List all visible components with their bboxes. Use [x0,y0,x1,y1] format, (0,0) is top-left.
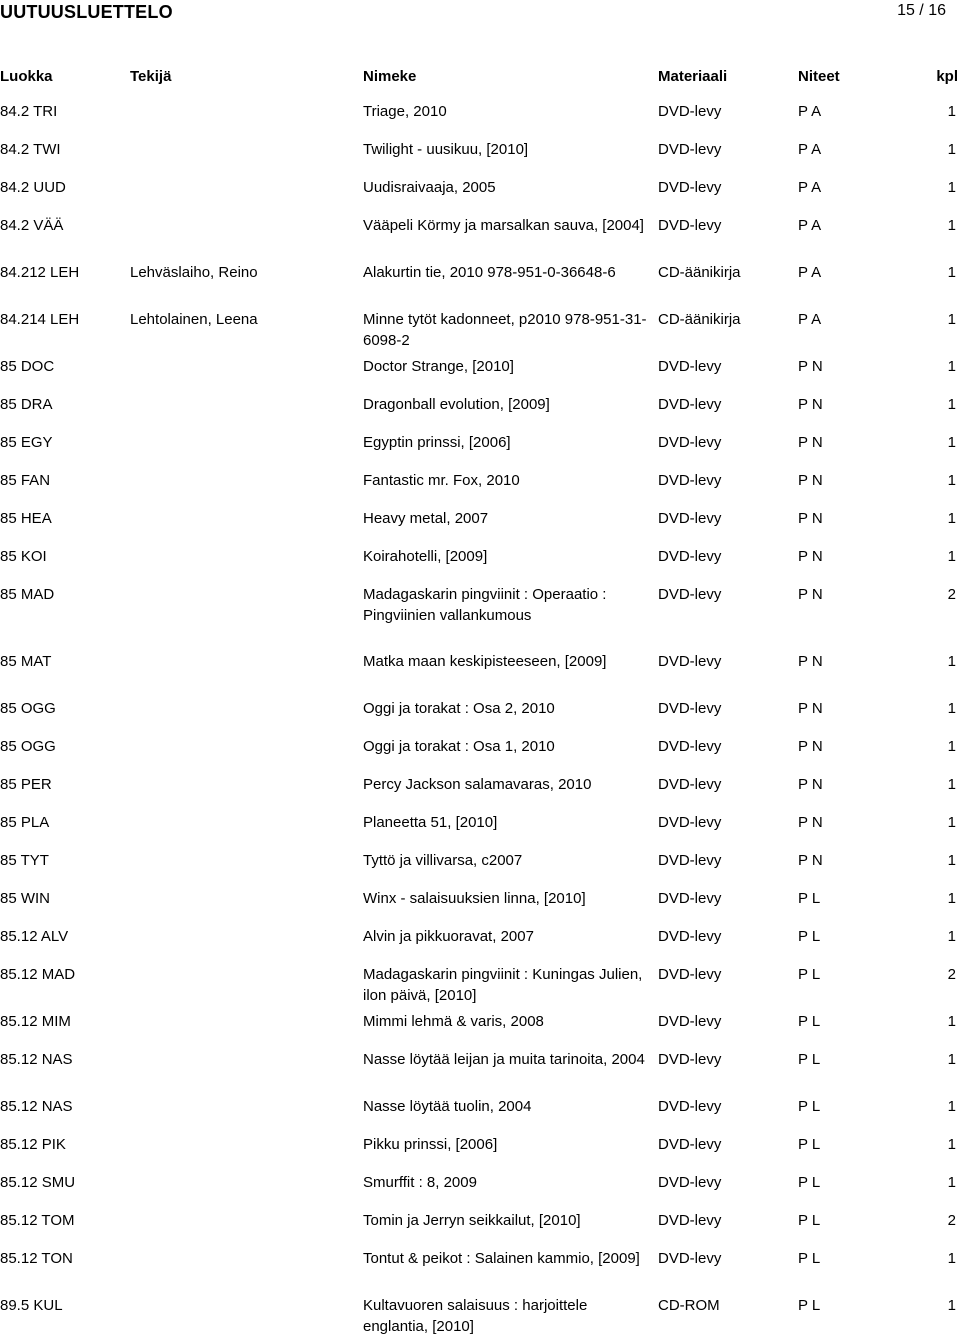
row-materiaali: DVD-levy [658,928,722,945]
row-luokka: 85 PER [0,776,52,793]
row-niteet: P N [798,700,823,717]
row-nimeke: Tyttö ja villivarsa, c2007 [363,852,523,869]
row-nimeke: Matka maan keskipisteeseen, [2009] [363,653,607,670]
row-nimeke: Percy Jackson salamavaras, 2010 [363,776,592,793]
column-header-tekija: Tekijä [130,68,172,85]
row-niteet: P L [798,1250,821,1267]
row-materiaali: DVD-levy [658,852,722,869]
row-nimeke: Mimmi lehmä & varis, 2008 [363,1013,544,1030]
row-tekija: Lehväslaiho, Reino [130,264,258,281]
row-materiaali: DVD-levy [658,1136,722,1153]
row-materiaali: DVD-levy [658,510,722,527]
row-kpl: 1 [947,472,956,489]
row-nimeke: Madagaskarin pingviinit : Operaatio : Pingviinien vallankumous [363,586,607,624]
row-kpl: 1 [947,890,956,907]
row-kpl: 2 [947,1212,956,1229]
row-nimeke: Nasse löytää leijan ja muita tarinoita, 2004 [363,1051,645,1068]
row-materiaali: DVD-levy [658,1212,722,1229]
row-luokka: 89.5 KUL [0,1297,63,1314]
row-luokka: 85.12 SMU [0,1174,76,1191]
column-header-materiaali: Materiaali [658,68,728,85]
row-nimeke: Triage, 2010 [363,103,447,120]
row-kpl: 1 [947,311,956,328]
row-niteet: P N [798,653,823,670]
row-kpl: 1 [947,928,956,945]
row-nimeke: Egyptin prinssi, [2006] [363,434,511,451]
row-nimeke: Smurffit : 8, 2009 [363,1174,477,1191]
row-luokka: 84.2 TWI [0,141,61,158]
row-nimeke: Koirahotelli, [2009] [363,548,488,565]
row-niteet: P L [798,1136,821,1153]
row-niteet: P A [798,264,822,281]
row-kpl: 1 [947,217,956,234]
row-luokka: 85 FAN [0,472,51,489]
row-nimeke: Tomin ja Jerryn seikkailut, [2010] [363,1212,581,1229]
row-niteet: P L [798,1174,821,1191]
row-nimeke: Heavy metal, 2007 [363,510,489,527]
row-luokka: 85 MAT [0,653,52,670]
row-luokka: 84.2 TRI [0,103,58,120]
row-materiaali: CD-äänikirja [658,264,741,281]
row-nimeke: Uudisraivaaja, 2005 [363,179,496,196]
row-niteet: P N [798,510,823,527]
row-niteet: P N [798,586,823,603]
row-materiaali: DVD-levy [658,217,722,234]
row-niteet: P L [798,1051,821,1068]
page-title: UUTUUSLUETTELO [0,2,173,22]
column-header-kpl: kpl [936,68,958,85]
row-niteet: P N [798,738,823,755]
row-nimeke: Minne tytöt kadonneet, p2010 978-951-31-6098-2 [363,311,647,349]
row-niteet: P A [798,311,822,328]
row-niteet: P N [798,358,823,375]
row-kpl: 2 [947,586,956,603]
row-luokka: 85 WIN [0,890,51,907]
row-kpl: 1 [947,700,956,717]
row-niteet: P L [798,966,821,983]
row-materiaali: DVD-levy [658,890,722,907]
row-materiaali: DVD-levy [658,103,722,120]
column-header-nimeke: Nimeke [363,68,417,85]
row-niteet: P A [798,103,822,120]
page-number: 15 / 16 [897,2,946,19]
row-niteet: P L [798,928,821,945]
row-materiaali: CD-äänikirja [658,311,741,328]
row-luokka: 84.2 UUD [0,179,66,196]
row-materiaali: DVD-levy [658,396,722,413]
row-nimeke: Pikku prinssi, [2006] [363,1136,498,1153]
row-kpl: 1 [947,1051,956,1068]
row-nimeke: Fantastic mr. Fox, 2010 [363,472,520,489]
column-header-niteet: Niteet [798,68,840,85]
row-kpl: 1 [947,814,956,831]
row-niteet: P A [798,217,822,234]
row-nimeke: Tontut & peikot : Salainen kammio, [2009] [363,1250,640,1267]
row-niteet: P L [798,1013,821,1030]
row-materiaali: DVD-levy [658,776,722,793]
row-niteet: P A [798,141,822,158]
row-nimeke: Nasse löytää tuolin, 2004 [363,1098,532,1115]
row-nimeke: Planeetta 51, [2010] [363,814,498,831]
row-kpl: 1 [947,776,956,793]
row-materiaali: DVD-levy [658,434,722,451]
row-nimeke: Oggi ja torakat : Osa 2, 2010 [363,700,555,717]
row-materiaali: DVD-levy [658,1013,722,1030]
row-niteet: P L [798,1212,821,1229]
row-kpl: 1 [947,1250,956,1267]
row-materiaali: DVD-levy [658,700,722,717]
row-materiaali: DVD-levy [658,179,722,196]
row-materiaali: DVD-levy [658,548,722,565]
row-niteet: P L [798,890,821,907]
row-kpl: 1 [947,358,956,375]
row-luokka: 85.12 MIM [0,1013,71,1030]
row-niteet: P N [798,776,823,793]
row-kpl: 1 [947,1098,956,1115]
row-niteet: P N [798,434,823,451]
row-materiaali: DVD-levy [658,814,722,831]
row-kpl: 1 [947,396,956,413]
row-kpl: 1 [947,141,956,158]
row-kpl: 1 [947,179,956,196]
row-kpl: 1 [947,852,956,869]
row-luokka: 84.2 VÄÄ [0,217,64,234]
row-kpl: 1 [947,548,956,565]
row-luokka: 85 DRA [0,396,53,413]
row-kpl: 1 [947,264,956,281]
column-header-luokka: Luokka [0,68,53,85]
row-nimeke: Madagaskarin pingviinit : Kuningas Julien, ilon päivä, [2010] [363,966,643,1004]
row-kpl: 1 [947,1136,956,1153]
row-luokka: 84.212 LEH [0,264,80,281]
row-nimeke: Winx - salaisuuksien linna, [2010] [363,890,586,907]
row-materiaali: DVD-levy [658,1098,722,1115]
row-niteet: P N [798,814,823,831]
row-kpl: 2 [947,966,956,983]
row-luokka: 85 TYT [0,852,49,869]
row-luokka: 85 KOI [0,548,47,565]
row-kpl: 1 [947,1013,956,1030]
row-luokka: 85.12 ALV [0,928,69,945]
row-luokka: 85.12 NAS [0,1051,73,1068]
row-nimeke: Dragonball evolution, [2009] [363,396,550,413]
row-luokka: 85.12 MAD [0,966,76,983]
row-niteet: P N [798,548,823,565]
row-materiaali: DVD-levy [658,653,722,670]
row-tekija: Lehtolainen, Leena [130,311,258,328]
row-luokka: 85 MAD [0,586,55,603]
row-materiaali: DVD-levy [658,738,722,755]
row-materiaali: DVD-levy [658,1250,722,1267]
row-materiaali: DVD-levy [658,1174,722,1191]
row-kpl: 1 [947,103,956,120]
row-kpl: 1 [947,738,956,755]
row-luokka: 84.214 LEH [0,311,80,328]
row-niteet: P N [798,852,823,869]
row-luokka: 85 OGG [0,738,56,755]
row-nimeke: Alakurtin tie, 2010 978-951-0-36648-6 [363,264,616,281]
row-luokka: 85 OGG [0,700,56,717]
row-niteet: P N [798,472,823,489]
row-niteet: P N [798,396,823,413]
row-niteet: P L [798,1098,821,1115]
row-kpl: 1 [947,653,956,670]
row-luokka: 85 EGY [0,434,53,451]
row-nimeke: Oggi ja torakat : Osa 1, 2010 [363,738,555,755]
row-materiaali: DVD-levy [658,1051,722,1068]
row-luokka: 85 DOC [0,358,55,375]
row-niteet: P A [798,179,822,196]
row-luokka: 85 HEA [0,510,52,527]
row-nimeke: Vääpeli Körmy ja marsalkan sauva, [2004] [363,217,644,234]
row-materiaali: DVD-levy [658,141,722,158]
row-kpl: 1 [947,1174,956,1191]
row-luokka: 85.12 TOM [0,1212,75,1229]
row-kpl: 1 [947,510,956,527]
row-materiaali: DVD-levy [658,586,722,603]
row-nimeke: Alvin ja pikkuoravat, 2007 [363,928,534,945]
row-materiaali: DVD-levy [658,472,722,489]
row-materiaali: DVD-levy [658,358,722,375]
row-niteet: P L [798,1297,821,1314]
row-nimeke: Doctor Strange, [2010] [363,358,514,375]
row-luokka: 85.12 PIK [0,1136,66,1153]
row-luokka: 85.12 TON [0,1250,73,1267]
row-kpl: 1 [947,434,956,451]
table-header [0,68,960,90]
row-materiaali: CD-ROM [658,1297,720,1314]
row-nimeke: Kultavuoren salaisuus : harjoittele englantia, [2010] [363,1297,588,1335]
row-materiaali: DVD-levy [658,966,722,983]
row-luokka: 85 PLA [0,814,50,831]
row-kpl: 1 [947,1297,956,1314]
row-luokka: 85.12 NAS [0,1098,73,1115]
row-nimeke: Twilight - uusikuu, [2010] [363,141,529,158]
